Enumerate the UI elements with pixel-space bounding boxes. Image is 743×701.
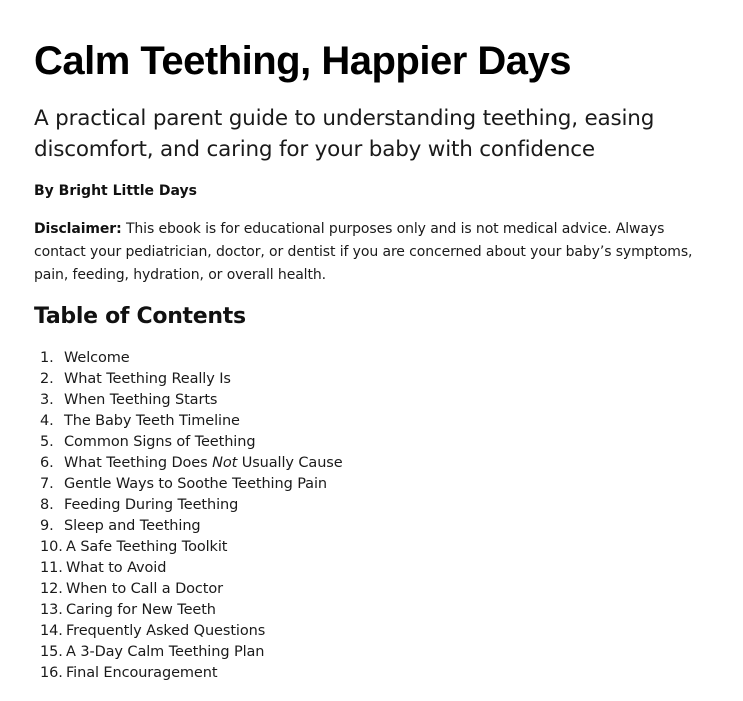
toc-item-number: 13. [40, 602, 63, 618]
toc-item-number: 1. [40, 350, 54, 366]
toc-item[interactable] [40, 537, 343, 558]
toc-item-label: When to Call a Doctor [66, 581, 224, 597]
toc-item-label: A Safe Teething Toolkit [66, 539, 228, 555]
toc-item[interactable] [40, 369, 343, 390]
toc-item-label: Gentle Ways to Soothe Teething Pain [64, 476, 327, 492]
toc-item-number: 6. [40, 455, 54, 471]
toc-item[interactable] [40, 453, 343, 474]
toc-item-label: Common Signs of Teething [64, 434, 256, 450]
table-of-contents [40, 348, 343, 684]
toc-item-number: 11. [40, 560, 63, 576]
toc-item-label: Caring for New Teeth [66, 602, 216, 618]
toc-item-number: 15. [40, 644, 63, 660]
toc-item-label-part: What Teething Does [64, 455, 213, 471]
toc-item-label: What Teething Really Is [64, 371, 231, 387]
toc-item[interactable] [40, 390, 343, 411]
toc-item-label: What to Avoid [66, 560, 167, 576]
toc-item[interactable] [40, 621, 343, 642]
toc-item-number: 7. [40, 476, 54, 492]
toc-item-label: Sleep and Teething [64, 518, 201, 534]
toc-item-label: The Baby Teeth Timeline [64, 413, 240, 429]
toc-item[interactable] [40, 432, 343, 453]
toc-item[interactable] [40, 579, 343, 600]
toc-item-label: A 3-Day Calm Teething Plan [66, 644, 265, 660]
toc-item-label: Frequently Asked Questions [66, 623, 266, 639]
toc-item-label-emphasis: Not [212, 455, 238, 471]
toc-item-number: 2. [40, 371, 54, 387]
toc-item[interactable] [40, 600, 343, 621]
page-subtitle: A practical parent guide to understanding teething, easing discomfort, and caring for your baby with confidence [34, 106, 655, 162]
toc-item[interactable] [40, 558, 343, 579]
toc-item-number: 9. [40, 518, 54, 534]
toc-item[interactable] [40, 642, 343, 663]
toc-item-label: Welcome [64, 350, 130, 366]
toc-item-label: Final Encouragement [66, 665, 218, 681]
toc-item[interactable] [40, 348, 343, 369]
disclaimer-label: Disclaimer: [34, 221, 122, 237]
toc-item[interactable] [40, 516, 343, 537]
toc-item[interactable] [40, 411, 343, 432]
toc-item-number: 4. [40, 413, 54, 429]
disclaimer-paragraph [34, 218, 714, 287]
toc-item-number: 10. [40, 539, 63, 555]
toc-item[interactable] [40, 663, 343, 684]
page-title: Calm Teething, Happier Days [34, 39, 572, 83]
toc-item-number: 14. [40, 623, 63, 639]
toc-item-number: 12. [40, 581, 63, 597]
disclaimer-text: This ebook is for educational purposes only and is not medical advice. Always contact your pediatrician, doctor, or dentist if you are concerned about your baby’s symptoms, pain, feeding, hydration, or overall health. [34, 221, 693, 283]
toc-heading: Table of Contents [34, 304, 246, 329]
toc-item[interactable] [40, 474, 343, 495]
toc-item-number: 5. [40, 434, 54, 450]
author-byline: By Bright Little Days [34, 183, 197, 199]
toc-item-number: 3. [40, 392, 54, 408]
toc-item-number: 8. [40, 497, 54, 513]
toc-item-label: When Teething Starts [64, 392, 218, 408]
toc-item-label: Feeding During Teething [64, 497, 239, 513]
toc-item-label-part: Usually Cause [237, 455, 343, 471]
toc-item-number: 16. [40, 665, 63, 681]
toc-item[interactable] [40, 495, 343, 516]
toc-item-label [64, 455, 343, 471]
